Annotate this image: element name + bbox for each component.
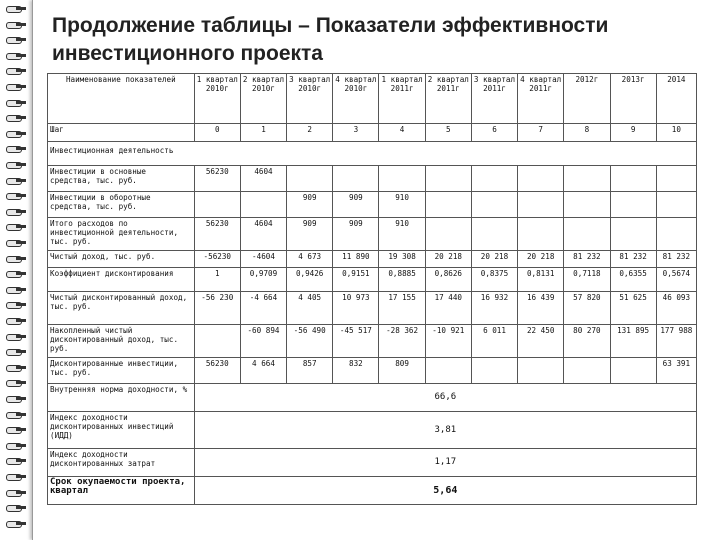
row-label-cell: Чистый доход, тыс. руб. (48, 251, 195, 268)
value-cell: 131 895 (610, 325, 656, 358)
value-cell: 4604 (240, 218, 286, 251)
value-cell (240, 192, 286, 218)
value-cell: 0,8885 (379, 268, 425, 292)
header-period-cell: 3 квартал 2010г (287, 74, 333, 124)
value-cell: 57 820 (564, 292, 610, 325)
spiral-ring (6, 490, 24, 496)
header-period-cell: 1 квартал 2010г (194, 74, 240, 124)
value-cell (379, 166, 425, 192)
value-cell: 10 (656, 124, 696, 142)
row-label-cell: Инвестиции в основные средства, тыс. руб. (48, 166, 195, 192)
value-cell (425, 358, 471, 384)
spiral-ring (6, 146, 24, 152)
summary-row (48, 412, 697, 449)
spiral-ring (6, 256, 24, 262)
value-cell: 56230 (194, 358, 240, 384)
value-cell: 56230 (194, 218, 240, 251)
value-cell: 4 673 (287, 251, 333, 268)
spiral-ring (6, 443, 24, 449)
value-cell: 46 093 (656, 292, 696, 325)
value-cell: 909 (333, 192, 379, 218)
header-period-cell: 2014 (656, 74, 696, 124)
value-cell: 56230 (194, 166, 240, 192)
header-period-cell: 2012г (564, 74, 610, 124)
header-period-cell: 3 квартал 2011г (471, 74, 517, 124)
spiral-ring (6, 412, 24, 418)
value-cell (610, 358, 656, 384)
spiral-ring (6, 6, 24, 12)
value-cell: 81 232 (610, 251, 656, 268)
spiral-ring (6, 380, 24, 386)
spiral-ring (6, 287, 24, 293)
value-cell: 832 (333, 358, 379, 384)
value-cell: 11 890 (333, 251, 379, 268)
summary-label-cell: Срок окупаемости проекта, квартал (48, 477, 195, 505)
value-cell: 20 218 (425, 251, 471, 268)
row-label-cell: Дисконтированные инвестиции, тыс. руб. (48, 358, 195, 384)
value-cell: 20 218 (471, 251, 517, 268)
value-cell: -45 517 (333, 325, 379, 358)
value-cell (656, 218, 696, 251)
value-cell (610, 218, 656, 251)
value-cell (287, 166, 333, 192)
value-cell (518, 166, 564, 192)
value-cell (333, 166, 379, 192)
header-period-cell: 4 квартал 2010г (333, 74, 379, 124)
value-cell: 7 (518, 124, 564, 142)
value-cell: 809 (379, 358, 425, 384)
value-cell: -4 664 (240, 292, 286, 325)
value-cell: 4 405 (287, 292, 333, 325)
spiral-ring (6, 334, 24, 340)
value-cell: 1 (240, 124, 286, 142)
spiral-ring (6, 100, 24, 106)
spiral-ring (6, 193, 24, 199)
value-cell: 9 (610, 124, 656, 142)
indicators-table (47, 73, 697, 505)
value-cell: 81 232 (656, 251, 696, 268)
value-cell: 0,9426 (287, 268, 333, 292)
value-cell: 4 664 (240, 358, 286, 384)
table-row (48, 166, 697, 192)
value-cell (656, 192, 696, 218)
value-cell: 0,9151 (333, 268, 379, 292)
value-cell: 2 (287, 124, 333, 142)
value-cell: 10 973 (333, 292, 379, 325)
spiral-ring (6, 53, 24, 59)
header-period-cell: 2 квартал 2010г (240, 74, 286, 124)
value-cell: -28 362 (379, 325, 425, 358)
row-label-cell: Инвестиции в оборотные средства, тыс. руб. (48, 192, 195, 218)
value-cell (656, 166, 696, 192)
table-row (48, 251, 697, 268)
value-cell: 1 (194, 268, 240, 292)
value-cell (425, 192, 471, 218)
value-cell: 81 232 (564, 251, 610, 268)
value-cell: 0,5674 (656, 268, 696, 292)
value-cell: 0,8375 (471, 268, 517, 292)
row-label-cell: Накопленный чистый дисконтированный доход, тыс. руб. (48, 325, 195, 358)
value-cell (518, 358, 564, 384)
value-cell: -56 490 (287, 325, 333, 358)
value-cell: -56 230 (194, 292, 240, 325)
spiral-ring (6, 131, 24, 137)
value-cell: 0,7118 (564, 268, 610, 292)
value-cell: 63 391 (656, 358, 696, 384)
value-cell: 177 988 (656, 325, 696, 358)
table-row (48, 292, 697, 325)
value-cell (425, 166, 471, 192)
section-label-cell: Инвестиционная деятельность (48, 142, 697, 166)
spiral-ring (6, 224, 24, 230)
value-cell: 0 (194, 124, 240, 142)
value-cell: 857 (287, 358, 333, 384)
spiral-ring (6, 115, 24, 121)
spiral-ring (6, 474, 24, 480)
row-label-cell: Чистый дисконтированный доход, тыс. руб. (48, 292, 195, 325)
value-cell (471, 192, 517, 218)
value-cell: -56230 (194, 251, 240, 268)
value-cell: 910 (379, 218, 425, 251)
table-row (48, 325, 697, 358)
spiral-ring (6, 349, 24, 355)
summary-value-cell: 5,64 (194, 477, 696, 505)
value-cell: 909 (287, 192, 333, 218)
value-cell: 910 (379, 192, 425, 218)
spiral-ring (6, 396, 24, 402)
value-cell (425, 218, 471, 251)
value-cell (564, 218, 610, 251)
spiral-binding (0, 0, 30, 540)
spiral-ring (6, 84, 24, 90)
value-cell (610, 166, 656, 192)
value-cell: 80 270 (564, 325, 610, 358)
value-cell: 20 218 (518, 251, 564, 268)
page-title: Продолжение таблицы – Показатели эффективности инвестиционного проекта (52, 14, 609, 65)
spiral-ring (6, 178, 24, 184)
value-cell: 3 (333, 124, 379, 142)
value-cell: 5 (425, 124, 471, 142)
value-cell: 19 308 (379, 251, 425, 268)
value-cell (194, 192, 240, 218)
summary-row (48, 384, 697, 412)
spiral-ring (6, 521, 24, 527)
value-cell (564, 358, 610, 384)
spiral-ring (6, 271, 24, 277)
spiral-ring (6, 22, 24, 28)
value-cell: 4604 (240, 166, 286, 192)
spiral-ring (6, 240, 24, 246)
table-row (48, 192, 697, 218)
value-cell (471, 358, 517, 384)
spiral-ring (6, 209, 24, 215)
value-cell: 0,8131 (518, 268, 564, 292)
spiral-ring (6, 505, 24, 511)
value-cell: 4 (379, 124, 425, 142)
spiral-ring (6, 458, 24, 464)
value-cell: 0,9709 (240, 268, 286, 292)
value-cell (564, 166, 610, 192)
value-cell: 6 011 (471, 325, 517, 358)
value-cell: 51 625 (610, 292, 656, 325)
row-label-cell: Итого расходов по инвестиционной деятельности, тыс. руб. (48, 218, 195, 251)
header-period-cell: 4 квартал 2011г (518, 74, 564, 124)
value-cell (610, 192, 656, 218)
value-cell: 16 439 (518, 292, 564, 325)
spiral-ring (6, 68, 24, 74)
value-cell: 17 155 (379, 292, 425, 325)
value-cell: 22 450 (518, 325, 564, 358)
table-row (48, 268, 697, 292)
spiral-ring (6, 162, 24, 168)
table-row (48, 358, 697, 384)
value-cell: 17 440 (425, 292, 471, 325)
summary-row (48, 477, 697, 505)
table-row-step (48, 124, 697, 142)
value-cell: 909 (333, 218, 379, 251)
summary-label-cell: Индекс доходности дисконтированных инвестиций (ИДД) (48, 412, 195, 449)
value-cell (518, 192, 564, 218)
value-cell: 6 (471, 124, 517, 142)
value-cell: 0,6355 (610, 268, 656, 292)
section-row (48, 142, 697, 166)
value-cell: -60 894 (240, 325, 286, 358)
value-cell: 8 (564, 124, 610, 142)
value-cell: 16 932 (471, 292, 517, 325)
spiral-ring (6, 365, 24, 371)
header-label-cell: Наименование показателей (48, 74, 195, 124)
value-cell: 0,8626 (425, 268, 471, 292)
value-cell (564, 192, 610, 218)
header-period-cell: 1 квартал 2011г (379, 74, 425, 124)
value-cell: 909 (287, 218, 333, 251)
value-cell (471, 218, 517, 251)
header-period-cell: 2 квартал 2011г (425, 74, 471, 124)
row-label-cell: Шаг (48, 124, 195, 142)
summary-value-cell: 66,6 (194, 384, 696, 412)
spiral-ring (6, 302, 24, 308)
value-cell: -4604 (240, 251, 286, 268)
value-cell (471, 166, 517, 192)
summary-label-cell: Индекс доходности дисконтированных затрат (48, 449, 195, 477)
value-cell (194, 325, 240, 358)
table-row (48, 218, 697, 251)
spiral-ring (6, 427, 24, 433)
summary-label-cell: Внутренняя норма доходности, % (48, 384, 195, 412)
spiral-ring (6, 318, 24, 324)
summary-value-cell: 3,81 (194, 412, 696, 449)
table-header-row (48, 74, 697, 124)
header-period-cell: 2013г (610, 74, 656, 124)
value-cell (518, 218, 564, 251)
row-label-cell: Коэффициент дисконтирования (48, 268, 195, 292)
value-cell: -10 921 (425, 325, 471, 358)
summary-row (48, 449, 697, 477)
summary-value-cell: 1,17 (194, 449, 696, 477)
spiral-ring (6, 37, 24, 43)
